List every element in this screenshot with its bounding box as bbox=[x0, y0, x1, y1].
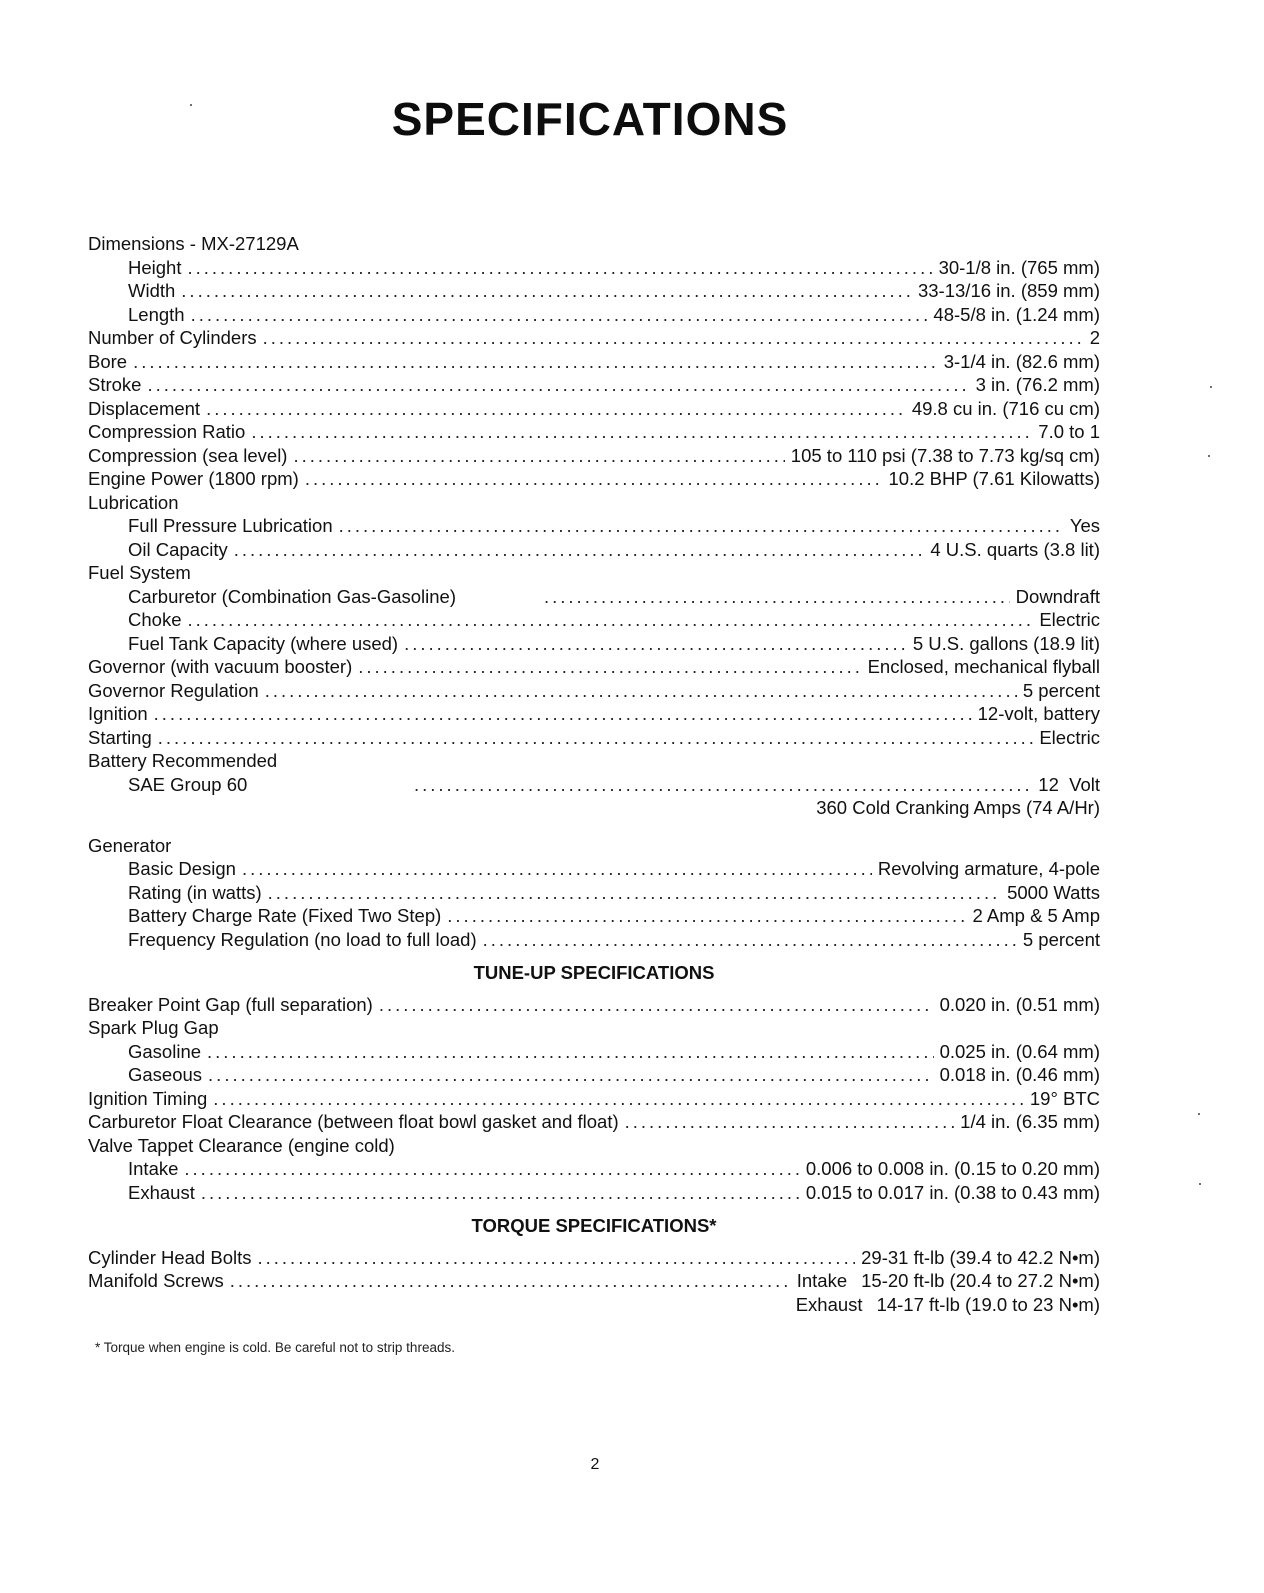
spec-gaseous-gap: Gaseous ..... 0.018 in. (0.46 mm) bbox=[88, 1063, 1100, 1087]
spec-ignition-timing: Ignition Timing ..... 19° BTC bbox=[88, 1087, 1100, 1111]
generator-heading: Generator bbox=[88, 834, 172, 856]
spec-engine-power: Engine Power (1800 rpm) ..... 10.2 BHP (7.61 Kilowatts) bbox=[88, 467, 1100, 491]
spec-manifold-exhaust: Exhaust 14-17 ft-lb (19.0 to 23 N•m) bbox=[795, 1293, 1100, 1315]
spec-frequency-regulation: Frequency Regulation (no load to full load) ..... 5 percent bbox=[88, 928, 1100, 952]
tuneup-heading: TUNE-UP SPECIFICATIONS bbox=[473, 962, 715, 983]
spec-length: Length ..... 48-5/8 in. (1.24 mm) bbox=[88, 303, 1100, 327]
scan-speck bbox=[1208, 455, 1210, 457]
spec-full-pressure: Full Pressure Lubrication ..... Yes bbox=[88, 514, 1100, 538]
spec-sae-group: SAE Group 60 ..... 12 Volt bbox=[88, 773, 1100, 797]
valve-heading: Valve Tappet Clearance (engine cold) bbox=[88, 1134, 395, 1156]
spec-oil-capacity: Oil Capacity ..... 4 U.S. quarts (3.8 lit) bbox=[88, 538, 1100, 562]
spark-plug-heading: Spark Plug Gap bbox=[88, 1017, 219, 1038]
spec-intake-clearance: Intake ..... 0.006 to 0.008 in. (0.15 to 0.20 mm) bbox=[88, 1157, 1100, 1181]
spec-exhaust-clearance: Exhaust ..... 0.015 to 0.017 in. (0.38 to 0.43 mm) bbox=[88, 1181, 1100, 1205]
spec-compression-ratio: Compression Ratio ..... 7.0 to 1 bbox=[88, 420, 1100, 444]
spec-cylinders: Number of Cylinders ..... 2 bbox=[88, 326, 1100, 350]
spec-width: Width ..... 33-13/16 in. (859 mm) bbox=[88, 279, 1100, 303]
spec-ignition: Ignition ..... 12-volt, battery bbox=[88, 702, 1100, 726]
battery-heading: Battery Recommended bbox=[88, 750, 278, 771]
spec-choke: Choke ..... Electric bbox=[88, 608, 1100, 632]
footnote: * Torque when engine is cold. Be careful not to strip threads. bbox=[95, 1340, 455, 1355]
spec-height: Height ..... 30-1/8 in. (765 mm) bbox=[88, 256, 1100, 280]
page-number: 2 bbox=[590, 1456, 600, 1473]
spec-head-bolts: Cylinder Head Bolts ..... 29-31 ft-lb (39.4 to 42.2 N•m) bbox=[88, 1246, 1100, 1270]
spec-stroke: Stroke ..... 3 in. (76.2 mm) bbox=[88, 373, 1100, 397]
spec-governor-regulation: Governor Regulation ..... 5 percent bbox=[88, 679, 1100, 703]
spec-basic-design: Basic Design ..... Revolving armature, 4-pole bbox=[88, 857, 1100, 881]
spec-fuel-tank: Fuel Tank Capacity (where used) ..... 5 U.S. gallons (18.9 lit) bbox=[88, 632, 1100, 656]
spec-starting: Starting ..... Electric bbox=[88, 726, 1100, 750]
spec-displacement: Displacement ..... 49.8 cu in. (716 cu cm) bbox=[88, 397, 1100, 421]
spec-gasoline-gap: Gasoline ..... 0.025 in. (0.64 mm) bbox=[88, 1040, 1100, 1064]
spec-float-clearance: Carburetor Float Clearance (between float bowl gasket and float) ..... 1/4 in. (6.35 mm) bbox=[88, 1110, 1100, 1134]
spec-bore: Bore ..... 3-1/4 in. (82.6 mm) bbox=[88, 350, 1100, 374]
spec-manifold-intake: Manifold Screws ..... Intake 15-20 ft-lb (20.4 to 27.2 N•m) bbox=[88, 1269, 1100, 1293]
scan-speck bbox=[190, 104, 192, 106]
spec-charge-rate: Battery Charge Rate (Fixed Two Step) ..... 2 Amp & 5 Amp bbox=[88, 904, 1100, 928]
spec-rating: Rating (in watts) ..... 5000 Watts bbox=[88, 881, 1100, 905]
spec-compression: Compression (sea level) ..... 105 to 110 psi (7.38 to 7.73 kg/sq cm) bbox=[88, 444, 1100, 468]
page-title: SPECIFICATIONS bbox=[391, 93, 789, 145]
torque-heading: TORQUE SPECIFICATIONS* bbox=[471, 1215, 717, 1236]
spec-carburetor: Carburetor (Combination Gas-Gasoline) ..... Downdraft bbox=[88, 585, 1100, 609]
dimensions-heading: Dimensions - MX-27129A bbox=[88, 233, 299, 254]
spec-governor: Governor (with vacuum booster) ..... Enclosed, mechanical flyball bbox=[88, 655, 1100, 679]
lubrication-heading: Lubrication bbox=[88, 491, 179, 513]
scan-speck bbox=[1210, 386, 1212, 388]
spec-breaker-gap: Breaker Point Gap (full separation) ..... 0.020 in. (0.51 mm) bbox=[88, 993, 1100, 1017]
scan-speck bbox=[1199, 1183, 1201, 1185]
spec-cranking-amps: 360 Cold Cranking Amps (74 A/Hr) bbox=[816, 797, 1100, 818]
fuel-heading: Fuel System bbox=[88, 562, 191, 583]
specifications-list bbox=[88, 232, 1100, 1316]
scan-speck bbox=[1198, 1113, 1200, 1115]
